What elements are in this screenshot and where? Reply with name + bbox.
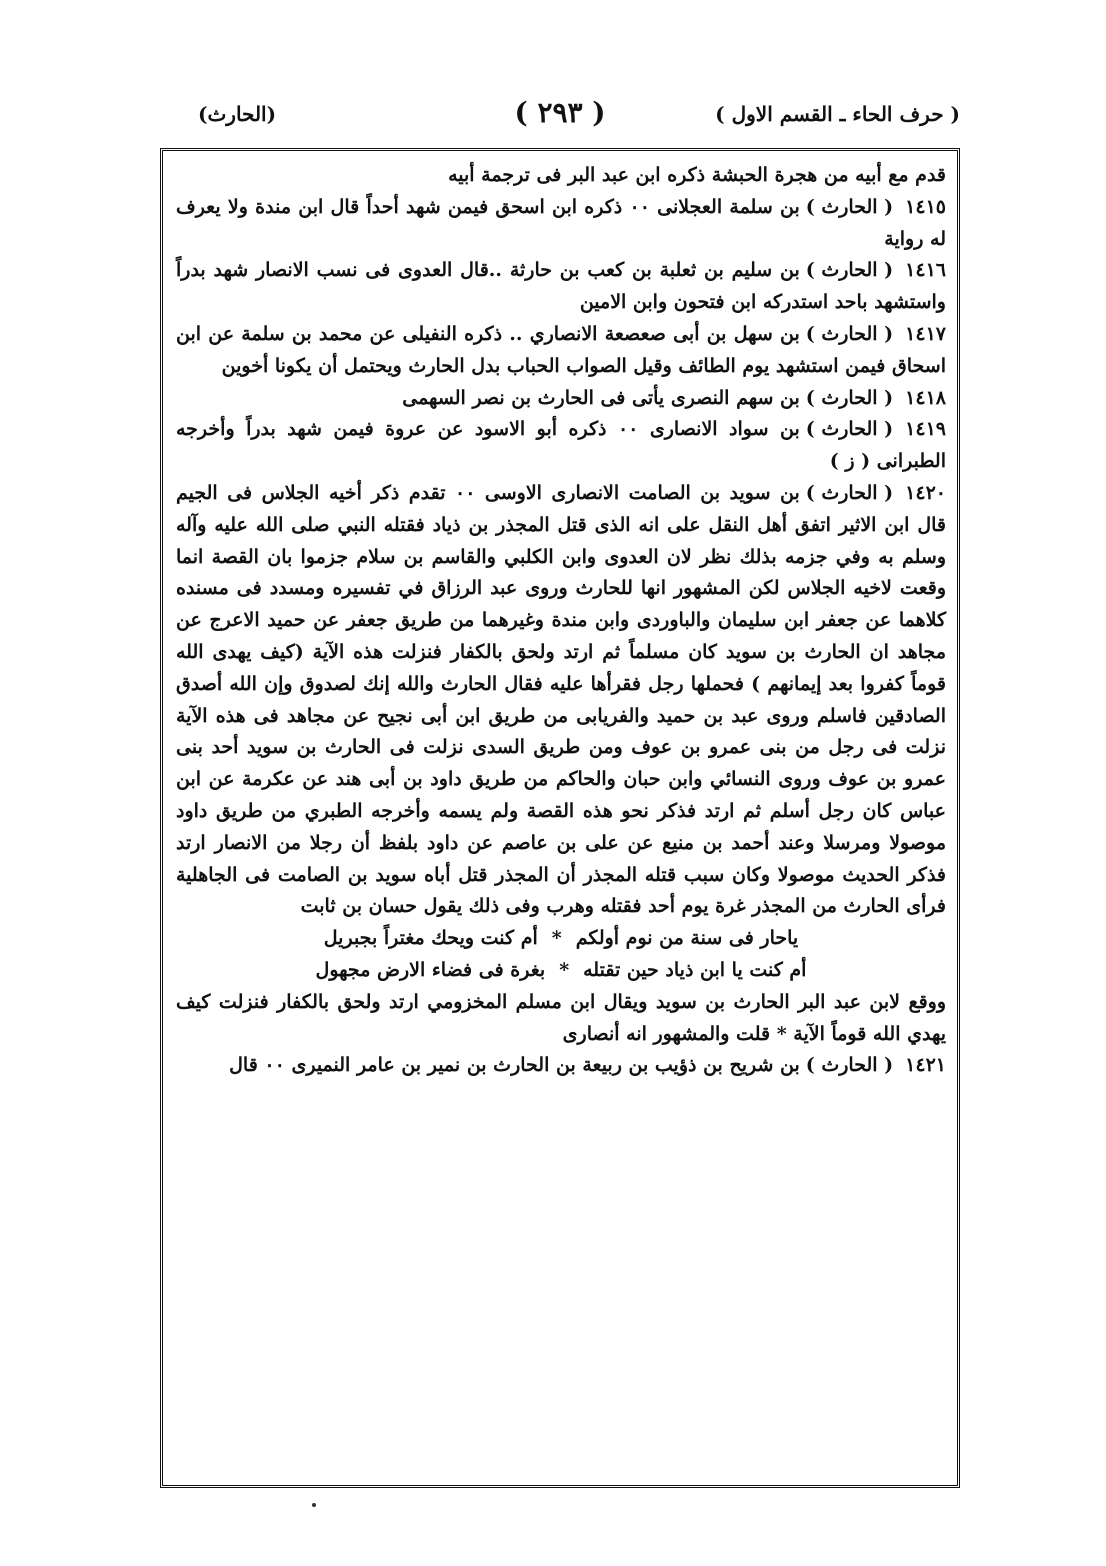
verse-second-hemistich: أم كنت ويحك مغتراً بجبريل (323, 927, 538, 950)
entry-1420 (176, 478, 946, 923)
entry-text: بن شريح بن ذؤيب بن ربيعة بن الحارث بن نمير بن عامر النميرى ٠٠ قال (229, 1054, 800, 1077)
entry-1421 (176, 1050, 946, 1082)
entry-text: بن سواد الانصارى ٠٠ ذكره أبو الاسود عن عروة فيمن شهد بدراً وأخرجه الطبرانى ( ز ) (176, 418, 946, 473)
entry-text: بن سليم بن ثعلبة بن كعب بن حارثة ..قال العدوى فى نسب الانصار شهد بدراً واستشهد باحد استدركه ابن فتحون وابن الامين (176, 259, 946, 314)
entry-text: بن سلمة العجلانى ٠٠ ذكره ابن اسحق فيمن شهد أحداً قال ابن مندة ولا يعرف له رواية (176, 195, 946, 250)
paragraph-text: ووقع لابن عبد البر الحارث بن سويد ويقال ابن مسلم المخزومي ارتد ولحق بالكفار فنزلت كيف يهدي الله قوماً الآية * قلت والمشهور انه أنصارى (176, 990, 946, 1045)
entry-1419 (176, 414, 946, 478)
entry-continuation (176, 160, 946, 192)
entry-number: ١٤١٦ (905, 259, 946, 282)
entry-number: ١٤٢١ (905, 1054, 946, 1077)
entry-number: ١٤٢٠ (905, 481, 946, 504)
section-title: ( حرف الحاء ـ القسم الاول ) (715, 102, 960, 126)
verse-first-hemistich: أم كنت يا ابن ذياد حين تقتله (583, 958, 807, 981)
page-body (176, 160, 946, 1082)
entry-text: قدم مع أبيه من هجرة الحبشة ذكره ابن عبد البر فى ترجمة أبيه (448, 164, 946, 186)
poem-verse-2 (176, 955, 946, 987)
verse-separator: * (551, 927, 562, 950)
entry-text: بن سويد بن الصامت الانصارى الاوسى ٠٠ تقدم ذكر أخيه الجلاس فى الجيم قال ابن الاثير اتفق أهل النقل على انه الذى قتل المجذر بن ذياد فقتله النبي صلى الله عليه وآله وسلم به وفي جزمه بذلك نظر لان العدوى وابن الكلبي والقاسم بن سلام جزموا بان القصة انما وقعت لاخيه الجلاس لكن المشهور انها للحارث وروى عبد الرزاق في تفسيره ومسدد فى مسنده كلاهما عن جعفر ابن سليمان والباوردى وابن مندة وغيرهما من طريق جعفر عن حميد الاعرج عن مجاهد ان الحارث بن سويد كان مسلماً ثم ارتد ولحق بالكفار فنزلت هذه الآية (كيف يهدى الله قوماً كفروا بعد إيمانهم ) فحملها رجل فقرأها عليه فقال الحارث والله إنك لصدوق وإن الله أصدق الصادقين فاسلم وروى عبد بن حميد والفريابى من طريق ابن أبى نجيح عن مجاهد فى هذه الآية نزلت فى رجل من بنى عمرو بن عوف ومن طريق السدى نزلت فى الحارث بن سويد أحد بنى عمرو بن عوف وروى النسائي وابن حبان والحاكم من طريق داود بن أبى هند عن عكرمة عن ابن عباس كان رجل أسلم ثم ارتد فذكر نحو هذه القصة ولم يسمه وأخرجه الطبري من طريق داود موصولا ومرسلا وعند أحمد بن منيع عن على بن عاصم عن داود بلفظ أن رجلا من الانصار ارتد فذكر الحديث موصولا وكان سبب قتله المجذر أن المجذر قتل أباه سويد بن الصامت فى الجاهلية فرأى الحارث من المجذر غرة يوم أحد فقتله وهرب وفى ذلك يقول حسان بن ثابت (176, 481, 946, 918)
entry-name: ( الحارث ) (805, 259, 894, 282)
verse-second-hemistich: بغرة فى فضاء الارض مجهول (315, 958, 546, 981)
entry-1418 (176, 383, 946, 415)
entry-number: ١٤١٩ (905, 418, 946, 441)
entry-name: ( الحارث ) (805, 386, 894, 409)
page-number: ( ٢٩٣ ) (514, 96, 606, 129)
entry-number: ١٤١٨ (905, 386, 946, 409)
poem-verse-1 (176, 923, 946, 955)
running-title: (الحارث) (198, 102, 277, 126)
entry-name: ( الحارث ) (805, 195, 894, 218)
scan-speck (312, 1503, 316, 1507)
page-header (160, 96, 960, 142)
entry-1415 (176, 192, 946, 256)
after-poem-paragraph (176, 987, 946, 1051)
entry-number: ١٤١٥ (905, 195, 946, 218)
entry-1417 (176, 319, 946, 383)
entry-1416 (176, 255, 946, 319)
entry-name: ( الحارث ) (805, 1054, 894, 1077)
entry-text: بن سهل بن أبى صعصعة الانصاري .. ذكره النفيلى عن محمد بن سلمة عن ابن اسحاق فيمن استشهد يوم الطائف وقيل الصواب الحباب بدل الحارث ويحتمل أن يكونا أخوين (176, 322, 946, 377)
entry-text: بن سهم النصرى يأتى فى الحارث بن نصر السهمى (402, 386, 800, 409)
verse-separator: * (559, 958, 570, 981)
entry-number: ١٤١٧ (905, 322, 946, 345)
verse-first-hemistich: ياحار فى سنة من نوم أولكم (575, 927, 799, 950)
entry-name: ( الحارث ) (805, 481, 894, 504)
entry-name: ( الحارث ) (805, 322, 894, 345)
entry-name: ( الحارث ) (805, 418, 894, 441)
